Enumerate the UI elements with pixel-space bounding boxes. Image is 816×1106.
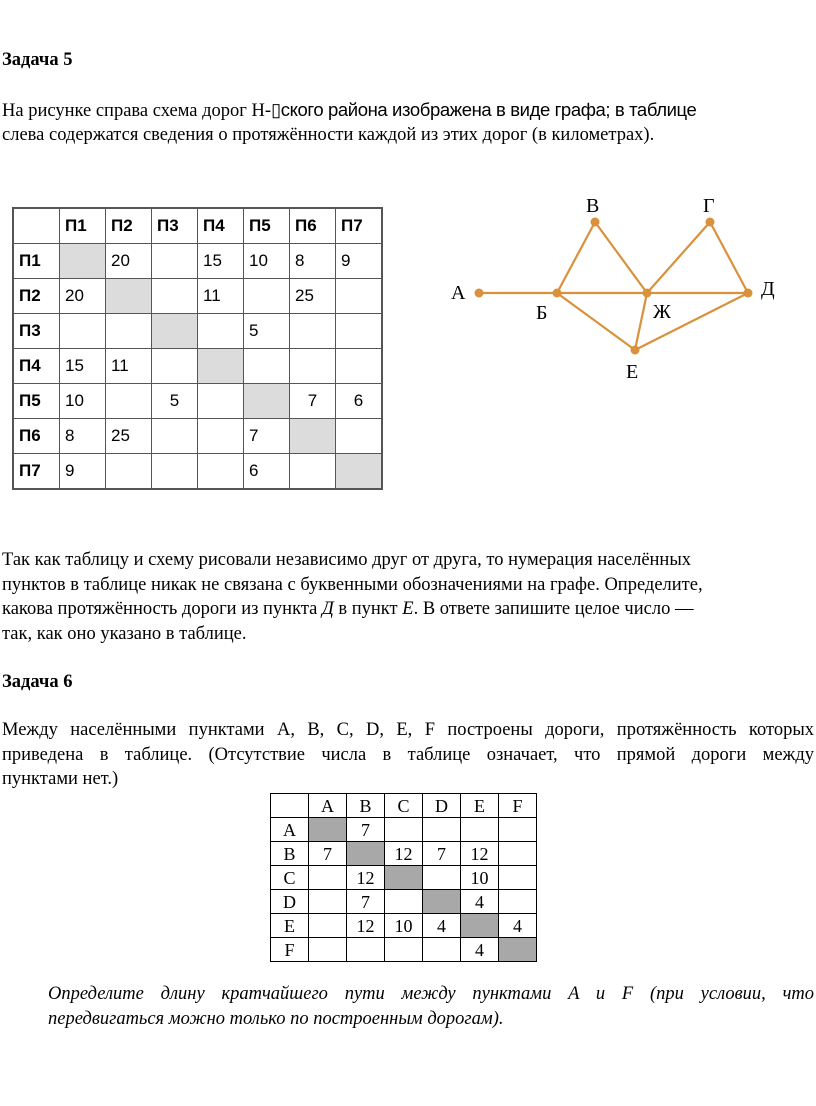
table-header-cell: E [461,794,499,818]
table-cell [152,349,198,384]
table-cell: 10 [385,914,423,938]
table-cell [385,890,423,914]
table-cell: 10 [60,384,106,419]
task6-title: Задача 6 [2,672,73,692]
task5-question-line1: Так как таблицу и схему рисовали независимо друг от друга, то нумерация населённых [2,550,692,570]
table-cell: 11 [198,279,244,314]
table-cell [60,314,106,349]
table-cell: 9 [60,454,106,490]
graph-edge-b-v [557,222,595,293]
table-header-cell: F [499,794,537,818]
table-header-row [13,208,382,244]
table-cell: 10 [244,244,290,279]
graph-edge-zh-e [635,293,647,350]
table-cell [499,890,537,914]
row-label: F [271,938,309,962]
node-label-zh: Ж [653,301,671,323]
table-cell-diagonal [347,842,385,866]
task6-intro-line2: приведена в таблице. (Отсутствие числа в таблице означает, что прямой дороги между [2,745,814,765]
graph-edge-e-d [635,293,748,350]
table-header-cell: D [423,794,461,818]
table-cell: 4 [423,914,461,938]
table-cell [198,419,244,454]
table-cell: 4 [499,914,537,938]
table-corner-cell [271,794,309,818]
table-cell [290,314,336,349]
table-cell [106,454,152,490]
table-cell [198,454,244,490]
table-row [271,842,537,866]
table-cell: 7 [347,818,385,842]
graph-node-a [475,289,484,298]
table-cell [336,349,383,384]
task5-intro-line1 [2,98,814,124]
table-corner-cell [13,208,60,244]
table-cell [309,890,347,914]
row-label: C [271,866,309,890]
table-cell [152,454,198,490]
table-cell [423,818,461,842]
graph-node-e [631,346,640,355]
table-cell [290,454,336,490]
task5-intro-glyph: ▯ [271,99,281,120]
table-row [271,890,537,914]
table-header-cell: П2 [106,208,152,244]
table-cell [499,842,537,866]
task5-intro-line2: слева содержатся сведения о протяжённости каждой из этих дорог (в километрах). [2,125,655,145]
row-label: П6 [13,419,60,454]
table-cell-diagonal [385,866,423,890]
table-row [13,244,382,279]
table-row [271,914,537,938]
table-cell-diagonal [499,938,537,962]
table-header-cell: П1 [60,208,106,244]
table-cell: 7 [290,384,336,419]
table-cell: 15 [198,244,244,279]
table-cell: 12 [347,914,385,938]
row-label: П5 [13,384,60,419]
table-cell: 15 [60,349,106,384]
table-cell: 11 [106,349,152,384]
table-cell [336,279,383,314]
table-cell: 7 [244,419,290,454]
table-cell: 12 [385,842,423,866]
row-label: П1 [13,244,60,279]
table-cell [106,384,152,419]
task5-title: Задача 5 [2,50,73,70]
table-cell [198,384,244,419]
table-cell: 8 [290,244,336,279]
row-label: П3 [13,314,60,349]
table-cell: 5 [152,384,198,419]
table-cell: 8 [60,419,106,454]
table-cell [336,419,383,454]
table-cell [309,938,347,962]
row-label: П4 [13,349,60,384]
table-cell [290,349,336,384]
table-cell [106,314,152,349]
table-row [271,866,537,890]
table-cell: 7 [423,842,461,866]
task6-question-line2: передвигаться можно только по построенным дорогам). [48,1009,504,1029]
table-cell [309,914,347,938]
table-cell [152,244,198,279]
table-cell-diagonal [423,890,461,914]
table-cell [198,314,244,349]
table-cell [423,938,461,962]
table-cell [423,866,461,890]
task5-intro-part1: На рисунке справа схема дорог Н- [2,101,272,121]
table-cell-diagonal [290,419,336,454]
table-cell: 6 [336,384,383,419]
table-header-cell: C [385,794,423,818]
table-cell-diagonal [198,349,244,384]
graph-edge-zh-g [647,222,710,293]
table-cell-diagonal [152,314,198,349]
row-label: E [271,914,309,938]
table-cell [499,818,537,842]
task5-question-line3 [2,597,814,622]
task6-road-table [270,793,537,962]
table-row [13,454,382,490]
table-header-cell: П3 [152,208,198,244]
node-label-b: Б [536,302,548,324]
table-cell-diagonal [336,454,383,490]
table-cell [336,314,383,349]
table-cell-diagonal [309,818,347,842]
table-header-cell: П7 [336,208,383,244]
task5-intro-part2: ского района изображена в виде графа; в таблице [280,99,697,120]
q3-point-d: Д [321,599,334,619]
node-label-g: Г [703,195,715,217]
table-cell: 10 [461,866,499,890]
task6-intro-line1: Между населёнными пунктами A, B, C, D, E, F построены дороги, протяжённость которых [2,720,814,740]
table-header-cell: П4 [198,208,244,244]
table-cell-diagonal [461,914,499,938]
table-cell-diagonal [60,244,106,279]
task5-question-line4: так, как оно указано в таблице. [2,624,247,644]
graph-edge-v-zh [595,222,647,293]
table-cell-diagonal [244,384,290,419]
table-cell [309,866,347,890]
q3-point-e: Е [402,599,414,619]
table-row [271,818,537,842]
table-cell: 25 [290,279,336,314]
table-cell: 5 [244,314,290,349]
table-cell [152,419,198,454]
table-cell [244,279,290,314]
node-label-v: В [586,195,600,217]
graph-node-g [706,218,715,227]
table-cell-diagonal [106,279,152,314]
row-label: П2 [13,279,60,314]
table-row [13,314,382,349]
table-header-cell: B [347,794,385,818]
road-graph [440,185,800,385]
graph-node-zh [643,289,652,298]
table-cell: 20 [106,244,152,279]
table-row [13,419,382,454]
table-cell [461,818,499,842]
table-header-cell: A [309,794,347,818]
table-cell: 25 [106,419,152,454]
table-cell [244,349,290,384]
table-cell [385,938,423,962]
table-cell: 7 [347,890,385,914]
graph-edges [479,222,748,350]
table-cell: 9 [336,244,383,279]
q3-e: . В ответе запишите целое число — [413,599,694,619]
task6-intro-line3: пунктами нет.) [2,769,119,789]
table-row [13,384,382,419]
row-label: D [271,890,309,914]
row-label: A [271,818,309,842]
table-cell [499,866,537,890]
graph-node-b [553,289,562,298]
table-cell: 6 [244,454,290,490]
table-cell [152,279,198,314]
table-cell: 12 [347,866,385,890]
table-row [13,279,382,314]
table-cell [347,938,385,962]
table-cell: 12 [461,842,499,866]
task5-question-line2: пунктов в таблице никак не связана с буквенными обозначениями на графе. Определите, [2,575,703,595]
table-header-cell: П6 [290,208,336,244]
node-label-d: Д [761,278,775,300]
table-header-row [271,794,537,818]
q3-c: в пункт [333,599,403,619]
table-header-cell: П5 [244,208,290,244]
task5-distance-table [12,207,383,490]
node-label-e: Е [626,361,639,383]
table-cell: 4 [461,938,499,962]
table-cell: 4 [461,890,499,914]
table-row [13,349,382,384]
node-label-a: А [451,282,466,304]
task6-question-line1: Определите длину кратчайшего пути между пунктами A и F (при условии, что [48,984,814,1004]
graph-edge-b-e [557,293,635,350]
graph-edge-g-d [710,222,748,293]
q3-a: какова протяжённость дороги из пункта [2,599,322,619]
table-cell: 20 [60,279,106,314]
row-label: B [271,842,309,866]
table-cell: 7 [309,842,347,866]
table-row [271,938,537,962]
row-label: П7 [13,454,60,490]
table-cell [385,818,423,842]
graph-node-v [591,218,600,227]
graph-node-d [744,289,753,298]
